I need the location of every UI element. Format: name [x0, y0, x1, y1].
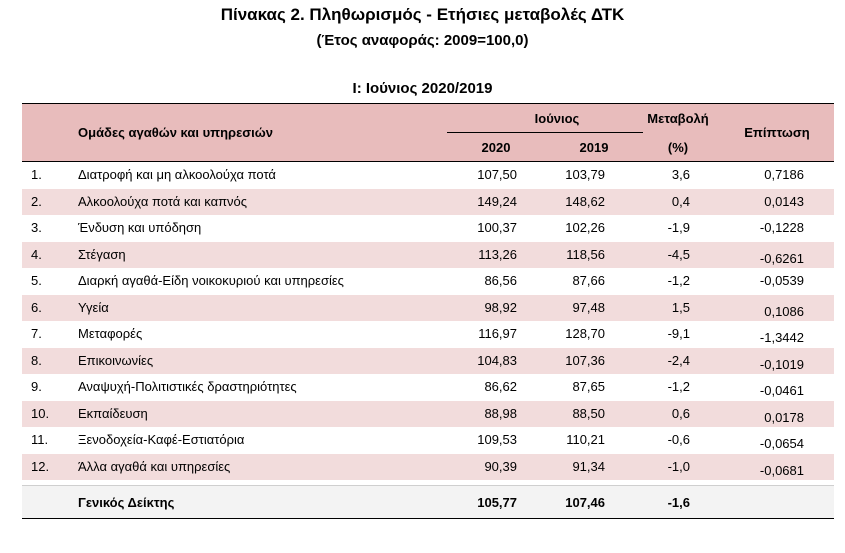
- row-impact: -0,0461: [759, 383, 804, 398]
- table-row: [22, 321, 834, 348]
- row-number: 12.: [31, 458, 50, 474]
- row-number: 8.: [31, 352, 42, 368]
- row-value-2019: 102,26: [565, 220, 605, 235]
- row-group-name: Εκπαίδευση: [78, 405, 148, 421]
- row-change: -1,9: [667, 220, 690, 235]
- row-change: -0,6: [667, 432, 690, 447]
- row-value-2020: 116,97: [478, 326, 517, 341]
- row-value-2019: 91,34: [572, 458, 605, 474]
- total-2019: 107,46: [565, 495, 605, 510]
- row-change: -9,1: [667, 326, 690, 341]
- row-value-2019: 88,50: [572, 405, 605, 421]
- total-change: -1,6: [667, 495, 690, 510]
- table-header: [22, 104, 834, 162]
- row-number: 1.: [31, 167, 42, 182]
- table-row: [22, 454, 834, 481]
- row-impact: -0,1019: [759, 356, 804, 372]
- row-number: 2.: [31, 193, 42, 209]
- row-value-2019: 87,65: [572, 379, 605, 394]
- row-change: 0,6: [671, 405, 690, 421]
- total-2020: 105,77: [477, 495, 517, 510]
- table-row: [22, 268, 834, 295]
- row-number: 10.: [31, 405, 50, 421]
- row-group-name: Στέγαση: [78, 246, 126, 262]
- row-value-2019: 103,79: [565, 167, 605, 182]
- row-impact: 0,1086: [764, 303, 804, 319]
- row-change: -1,2: [667, 379, 690, 394]
- row-value-2020: 100,37: [477, 220, 517, 235]
- header-groups: Ομάδες αγαθών και υπηρεσιών: [78, 125, 273, 140]
- row-impact: -0,1228: [759, 220, 804, 235]
- table-row: [22, 295, 834, 322]
- row-impact: -0,0539: [759, 273, 804, 288]
- row-number: 11.: [31, 432, 49, 447]
- table-row: [22, 215, 834, 242]
- row-value-2019: 107,36: [565, 352, 605, 368]
- row-number: 9.: [31, 379, 42, 394]
- row-value-2020: 86,56: [484, 273, 517, 288]
- row-value-2020: 88,98: [484, 405, 517, 421]
- header-2020: 2020: [481, 140, 511, 155]
- table-title: Πίνακας 2. Πληθωρισμός - Ετήσιες μεταβολές ΔΤΚ: [220, 5, 625, 24]
- row-value-2019: 87,66: [572, 273, 605, 288]
- row-group-name: Υγεία: [78, 299, 109, 315]
- table-subtitle: (Έτος αναφοράς: 2009=100,0): [316, 32, 529, 49]
- row-value-2019: 110,21: [566, 432, 605, 447]
- table-row: [22, 374, 834, 401]
- header-percent: (%): [667, 140, 689, 155]
- row-value-2019: 128,70: [565, 326, 605, 341]
- row-number: 7.: [31, 326, 42, 341]
- row-value-2020: 90,39: [484, 458, 517, 474]
- row-change: -1,2: [667, 273, 690, 288]
- table-row: [22, 348, 834, 375]
- row-number: 6.: [31, 299, 42, 315]
- row-change: 3,6: [671, 167, 690, 182]
- row-number: 4.: [31, 246, 42, 262]
- row-value-2020: 107,50: [477, 167, 517, 182]
- table-row: [22, 427, 834, 454]
- table-row: [22, 189, 834, 216]
- row-group-name: Μεταφορές: [78, 326, 143, 341]
- row-value-2020: 86,62: [484, 379, 517, 394]
- cpi-table: [22, 103, 834, 519]
- row-group-name: Ξενοδοχεία-Καφέ-Εστιατόρια: [78, 432, 245, 447]
- header-june: Ιούνιος: [534, 111, 580, 126]
- row-value-2019: 118,56: [566, 246, 605, 262]
- row-group-name: Ένδυση και υπόδηση: [78, 220, 202, 235]
- row-value-2020: 149,24: [477, 193, 517, 209]
- row-impact: -0,6261: [759, 250, 804, 266]
- row-change: -4,5: [667, 246, 690, 262]
- row-value-2020: 104,83: [477, 352, 517, 368]
- row-impact: -0,0681: [759, 462, 804, 478]
- row-group-name: Διατροφή και μη αλκοολούχα ποτά: [78, 167, 276, 182]
- row-change: 0,4: [671, 193, 690, 209]
- table-row: [22, 242, 834, 269]
- row-value-2020: 98,92: [484, 299, 517, 315]
- row-group-name: Αλκοολούχα ποτά και καπνός: [78, 193, 248, 209]
- row-impact: 0,0178: [764, 409, 804, 425]
- row-impact: 0,7186: [764, 167, 804, 182]
- header-2019: 2019: [579, 140, 609, 155]
- row-impact: 0,0143: [764, 193, 804, 209]
- row-impact: -0,0654: [759, 436, 804, 451]
- row-group-name: Αναψυχή-Πολιτιστικές δραστηριότητες: [78, 379, 297, 394]
- header-june-underline: [447, 132, 643, 133]
- row-value-2019: 148,62: [565, 193, 605, 209]
- header-impact: Επίπτωση: [744, 125, 810, 140]
- table-row: [22, 162, 834, 189]
- row-group-name: Άλλα αγαθά και υπηρεσίες: [78, 458, 231, 474]
- row-change: -2,4: [667, 352, 690, 368]
- section-title: Ι: Ιούνιος 2020/2019: [352, 80, 493, 97]
- header-change: Μεταβολή: [647, 111, 709, 126]
- row-group-name: Διαρκή αγαθά-Είδη νοικοκυριού και υπηρεσίες: [78, 273, 344, 288]
- row-value-2019: 97,48: [572, 299, 605, 315]
- row-impact: -1,3442: [759, 330, 804, 345]
- row-value-2020: 109,53: [477, 432, 517, 447]
- table-row: [22, 401, 834, 428]
- row-change: -1,0: [667, 458, 690, 474]
- row-group-name: Επικοινωνίες: [78, 352, 154, 368]
- row-value-2020: 113,26: [478, 246, 517, 262]
- row-change: 1,5: [671, 299, 690, 315]
- table-body: [22, 162, 834, 480]
- row-number: 3.: [31, 220, 42, 235]
- total-row: [22, 485, 834, 519]
- row-number: 5.: [31, 273, 42, 288]
- total-label: Γενικός Δείκτης: [78, 495, 175, 510]
